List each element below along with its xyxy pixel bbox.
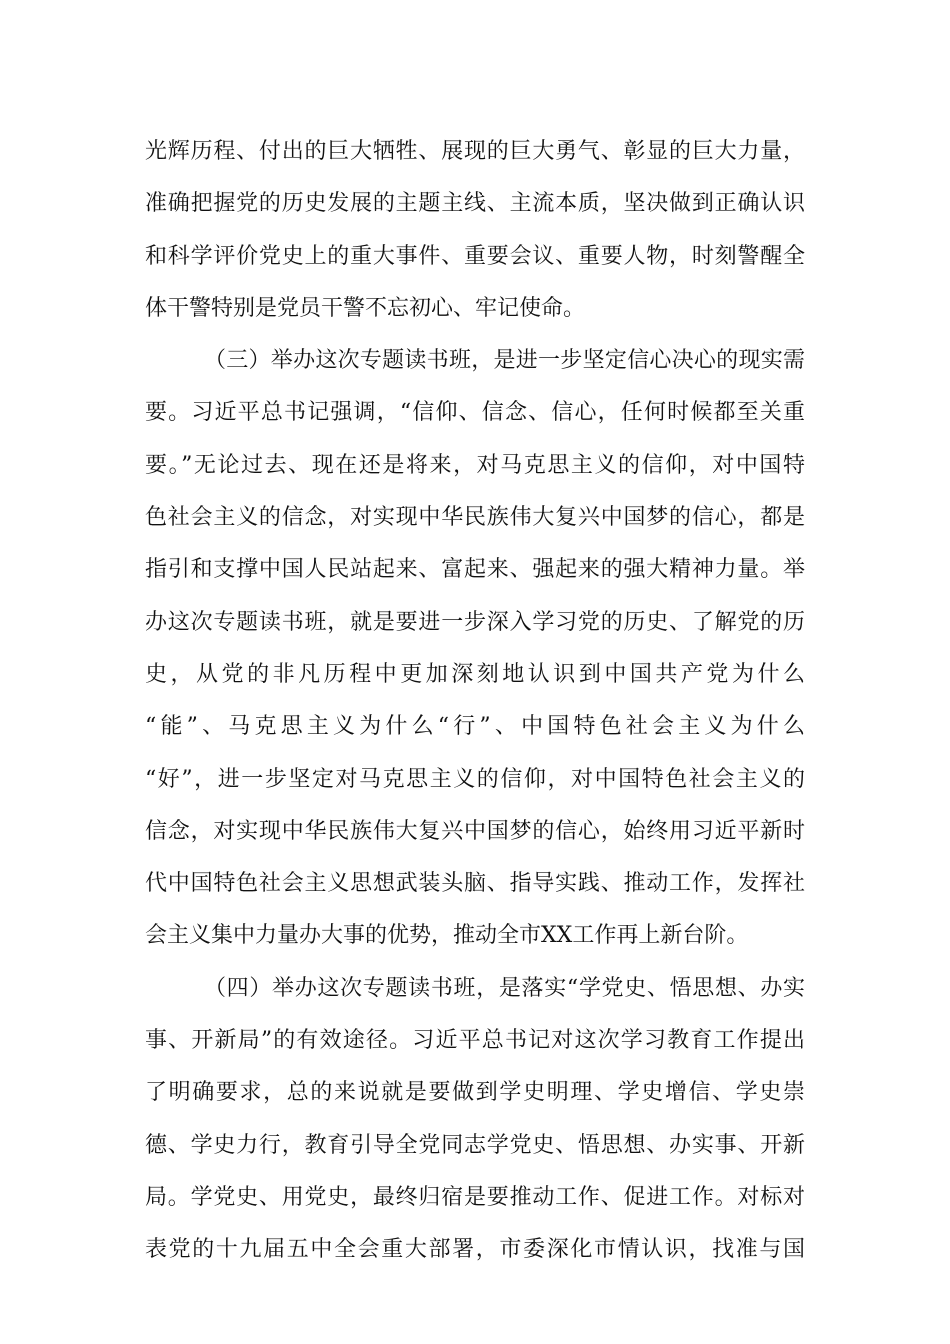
text-line: 德、学史力行，教育引导全党同志学党史、悟思想、办实事、开新 (145, 1132, 805, 1158)
text-line: 表党的十九届五中全会重大部署，市委深化市情认识，找准与国 (145, 1237, 805, 1263)
text-line: 体干警特别是党员干警不忘初心、牢记使命。 (145, 295, 586, 321)
text-line: 信念，对实现中华民族伟大复兴中国梦的信心，始终用习近平新时 (145, 818, 805, 844)
text-line: 要。”无论过去、现在还是将来，对马克思主义的信仰，对中国特 (145, 452, 805, 478)
text-line: 办这次专题读书班，就是要进一步深入学习党的历史、了解党的历 (145, 609, 805, 635)
text-line: 史，从党的非凡历程中更加深刻地认识到中国共产党为什么 (145, 661, 805, 687)
text-line: （三）举办这次专题读书班，是进一步坚定信心决心的现实需 (204, 348, 805, 374)
text-line: 和科学评价党史上的重大事件、重要会议、重要人物，时刻警醒全 (145, 243, 805, 269)
text-line: “能”、马克思主义为什么“行”、中国特色社会主义为什么 (145, 714, 805, 740)
text-line: 事、开新局”的有效途径。习近平总书记对这次学习教育工作提出 (145, 1028, 805, 1054)
paragraph-three (145, 335, 805, 963)
text-line: 局。学党史、用党史，最终归宿是要推动工作、促进工作。对标对 (145, 1184, 805, 1210)
document-body (145, 126, 805, 1277)
text-line: （四）举办这次专题读书班，是落实“学党史、悟思想、办实 (204, 975, 805, 1001)
text-line: 光辉历程、付出的巨大牺牲、展现的巨大勇气、彰显的巨大力量， (145, 139, 805, 164)
paragraph-continued (145, 126, 805, 335)
text-line: 了明确要求，总的来说就是要做到学史明理、学史增信、学史崇 (145, 1080, 805, 1106)
text-line: “好”，进一步坚定对马克思主义的信仰，对中国特色社会主义的 (145, 766, 805, 792)
text-line: 色社会主义的信念，对实现中华民族伟大复兴中国梦的信心，都是 (145, 505, 805, 531)
text-line: 准确把握党的历史发展的主题主线、主流本质，坚决做到正确认识 (145, 191, 805, 217)
text-line: 会主义集中力量办大事的优势，推动全市XX工作再上新台阶。 (145, 923, 749, 949)
text-line: 代中国特色社会主义思想武装头脑、指导实践、推动工作，发挥社 (145, 871, 805, 897)
paragraph-four (145, 963, 805, 1277)
text-line: 指引和支撑中国人民站起来、富起来、强起来的强大精神力量。举 (145, 557, 805, 583)
text-line: 要。习近平总书记强调，“信仰、信念、信心，任何时候都至关重 (145, 400, 805, 426)
